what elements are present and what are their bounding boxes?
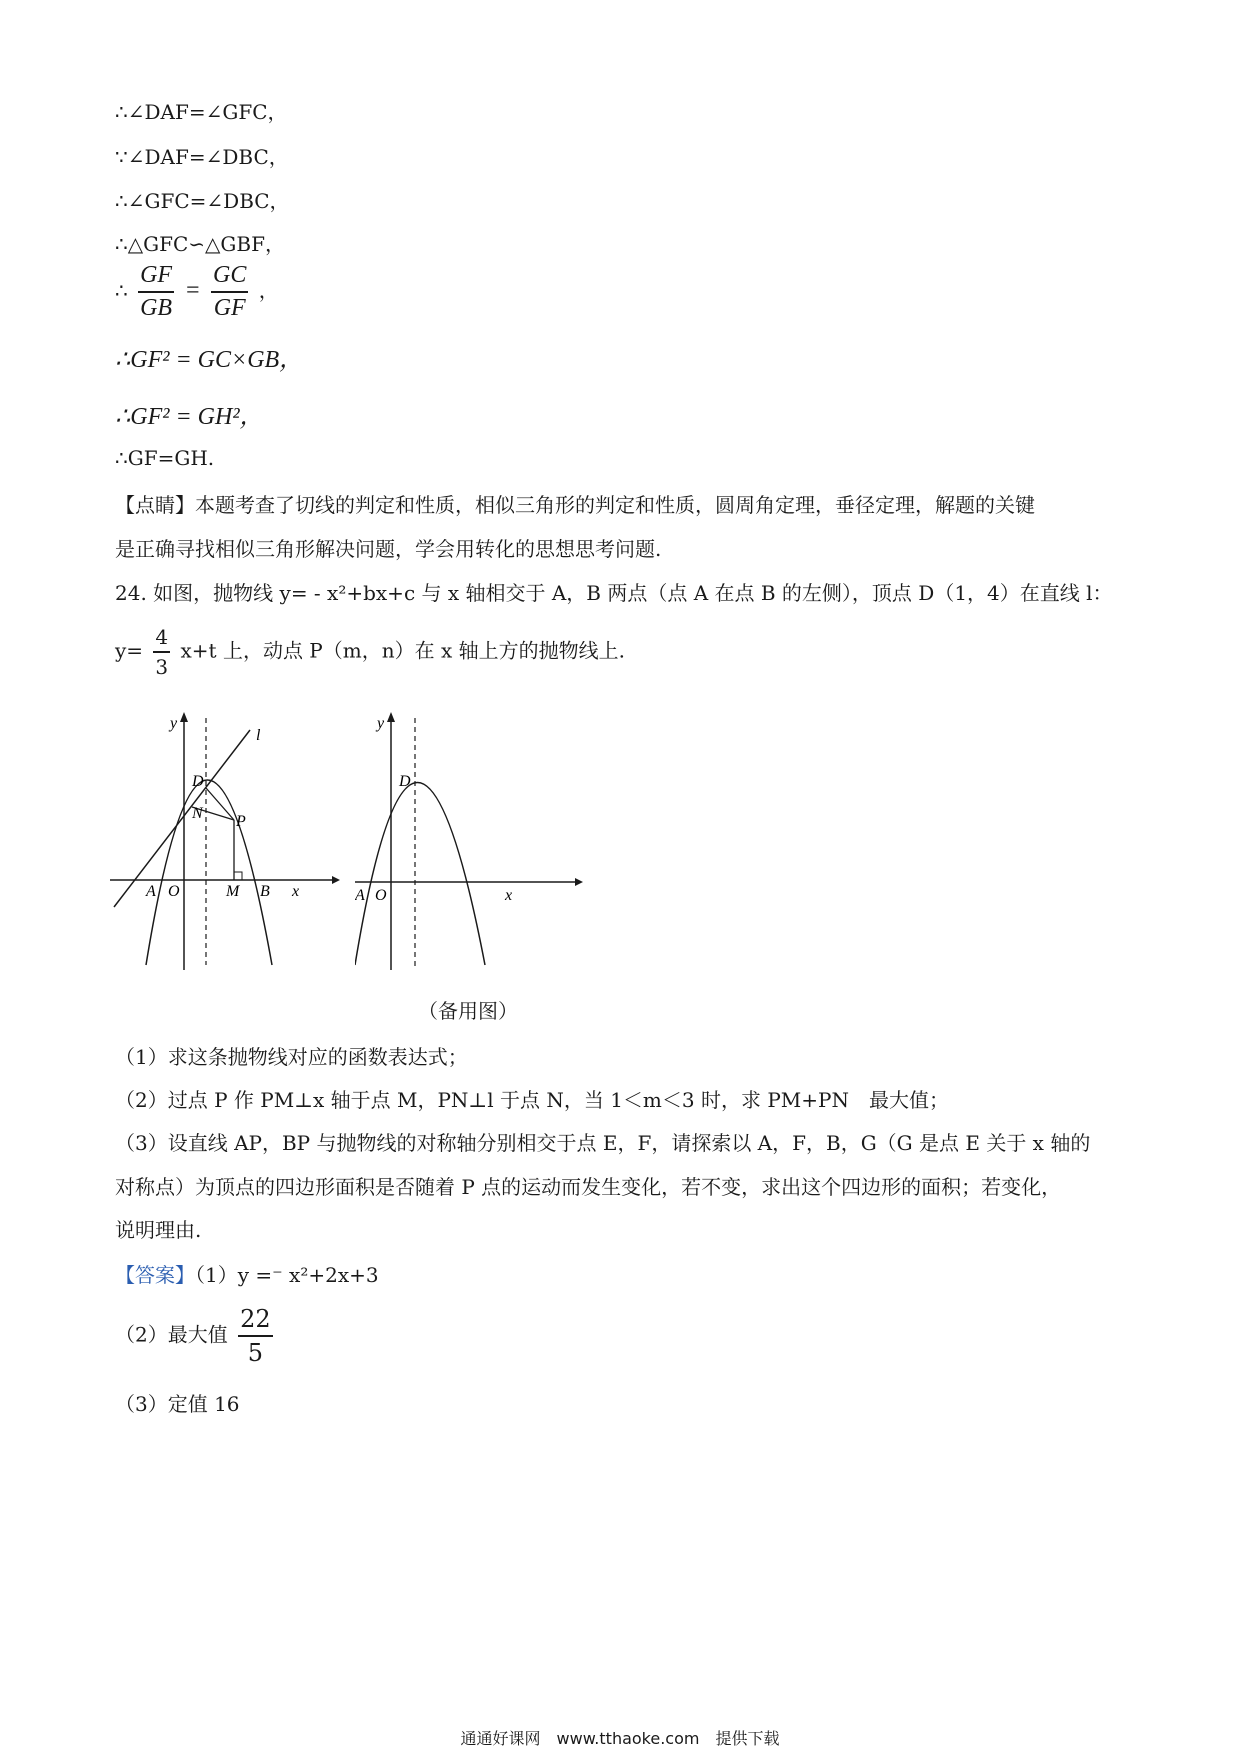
- problem-line-2-text: x+t 上，动点 P（m，n）在 x 轴上方的抛物线上.: [180, 638, 625, 663]
- fraction-4-3: [153, 625, 170, 679]
- question-3-line-3: 说明理由.: [115, 1218, 202, 1242]
- comment-text-1: 本题考查了切线的判定和性质，相似三角形的判定和性质，圆周角定理，垂径定理，解题的关键: [195, 493, 1035, 517]
- proof-line-8: ∴GF=GH.: [115, 446, 215, 470]
- label-y: y: [170, 715, 178, 732]
- question-1: （1）求这条抛物线对应的函数表达式；: [115, 1045, 468, 1069]
- label-O: O: [375, 887, 387, 904]
- fraction-denominator: GB: [140, 295, 173, 321]
- label-B: B: [260, 883, 270, 900]
- fraction-denominator: GF: [213, 295, 246, 321]
- answer-line-2: [115, 1305, 277, 1367]
- label-P: P: [236, 813, 246, 830]
- comment-tag: 【点睛】: [115, 493, 195, 517]
- answer-2-label: （2）最大值: [115, 1322, 228, 1347]
- answer-tag: 【答案】: [115, 1263, 195, 1287]
- proof-line-7: ∴GF² = GH²，: [115, 404, 264, 430]
- label-l: l: [256, 727, 261, 744]
- answer-line-1: [115, 1259, 379, 1288]
- fraction-gc-gf: [211, 262, 248, 322]
- comment-line-1: [115, 489, 1035, 518]
- label-D: D: [399, 773, 411, 790]
- figure-caption: （备用图）: [418, 999, 518, 1023]
- label-x: x: [505, 887, 513, 904]
- fraction-numerator: GC: [213, 262, 247, 288]
- fraction-numerator: GF: [140, 262, 173, 288]
- label-y: y: [377, 715, 385, 732]
- label-A: A: [146, 883, 156, 900]
- proof-line-3: ∴∠GFC=∠DBC，: [115, 189, 290, 213]
- label-D: D: [192, 773, 204, 790]
- proof-line-4: ∴△GFC∽△GBF，: [115, 232, 285, 256]
- question-3-line-1: （3）设直线 AP，BP 与抛物线的对称轴分别相交于点 E，F，请探索以 A，F，B，G（G 是点 E 关于 x 轴的: [115, 1131, 1091, 1155]
- fraction-22-5: [238, 1305, 273, 1367]
- fraction-denominator: 3: [155, 655, 169, 679]
- therefore-symbol: ∴: [115, 278, 128, 303]
- label-O: O: [168, 883, 180, 900]
- proof-line-6: ∴GF² = GC×GB，: [115, 347, 304, 373]
- fraction-denominator: 5: [247, 1339, 263, 1367]
- figure-backup: [355, 700, 585, 980]
- comma: ，: [258, 278, 279, 303]
- equation-y: y=: [115, 638, 144, 663]
- problem-line-1: 24. 如图，抛物线 y= - x²+bx+c 与 x 轴相交于 A，B 两点（点 A 在点 B 的左侧），顶点 D（1，4）在直线 l：: [115, 581, 1113, 605]
- figure-main: [110, 700, 340, 980]
- answer-1: （1）y =⁻ x²+2x+3: [195, 1263, 379, 1287]
- answer-line-3: （3）定值 16: [115, 1392, 240, 1416]
- fraction-numerator: 22: [240, 1305, 271, 1333]
- question-3-line-2: 对称点）为顶点的四边形面积是否随着 P 点的运动而发生变化，若不变，求出这个四边形的面积；若变化，: [115, 1175, 1062, 1199]
- proof-line-1: ∴∠DAF=∠GFC，: [115, 100, 288, 124]
- label-A: A: [355, 887, 365, 904]
- problem-line-2: [115, 625, 625, 679]
- label-N: N: [192, 805, 203, 822]
- proof-line-2: ∵∠DAF=∠DBC，: [115, 145, 289, 169]
- label-M: M: [226, 883, 240, 900]
- question-2: （2）过点 P 作 PM⊥x 轴于点 M，PN⊥l 于点 N，当 1＜m＜3 时，求 PM+PN 最大值；: [115, 1088, 949, 1112]
- fraction-gf-gb: [138, 262, 174, 322]
- comment-line-2: 是正确寻找相似三角形解决问题，学会用转化的思想思考问题.: [115, 537, 662, 561]
- label-x: x: [292, 883, 300, 900]
- footer: 通通好课网 www.tthaoke.com 提供下载: [460, 1729, 780, 1748]
- proof-line-5: [115, 262, 279, 322]
- fraction-numerator: 4: [155, 625, 169, 649]
- equals-sign: =: [184, 277, 201, 304]
